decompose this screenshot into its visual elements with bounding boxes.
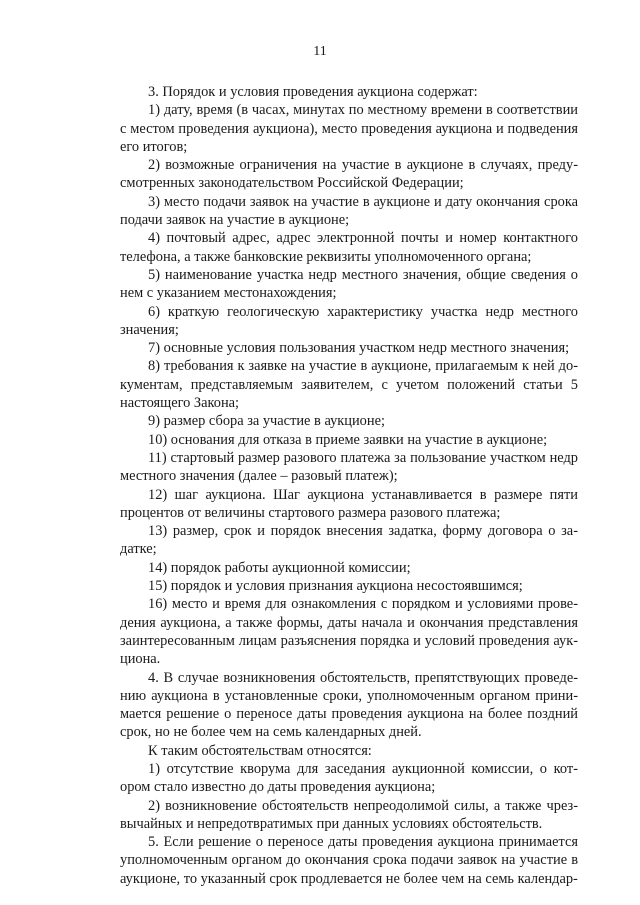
paragraph: 4. В случае возникновения обстоятельств, препятствующих проведению аукциона в установленные сроки, уполномоченным органом принимается решение о переносе даты проведения аукциона на более поздний срок, но не более чем на семь календарных дней.: [120, 669, 578, 741]
paragraph: 8) требования к заявке на участие в аукционе, прилагаемым к ней документам, представляемым заявителем, с учетом положений статьи 5 настоящего Закона;: [120, 358, 578, 412]
page-number: 11: [313, 44, 327, 59]
paragraph: 3. Порядок и условия проведения аукциона содержат:: [148, 84, 478, 100]
paragraph: К таким обстоятельствам относятся:: [148, 742, 372, 759]
paragraph: 2) возникновение обстоятельств непреодолимой силы, а также чрезвычайных и непредотвратимых при данных условиях обстоятельств.: [120, 797, 578, 832]
paragraph: 5) наименование участка недр местного значения, общие сведения о нем с указанием местонахождения;: [120, 266, 578, 302]
paragraph: 1) отсутствие кворума для заседания аукционной комиссии, о котором стало известно до даты проведения аукциона;: [120, 760, 578, 796]
paragraph: 15) порядок и условия признания аукциона несостоявшимся;: [148, 578, 523, 595]
paragraph: 3) место подачи заявок на участие в аукционе и дату окончания срока подачи заявок на участие в аукционе;: [120, 193, 578, 229]
paragraph: 4) почтовый адрес, адрес электронной почты и номер контактного телефона, а также банковские реквизиты уполномоченного органа;: [120, 230, 578, 265]
paragraph: 6) краткую геологическую характеристику участка недр местного значения;: [120, 303, 578, 338]
paragraph: 10) основания для отказа в приеме заявки на участие в аукционе;: [148, 431, 548, 448]
paragraph: 9) размер сбора за участие в аукционе;: [148, 413, 385, 430]
document-body: [120, 83, 578, 888]
paragraph: 12) шаг аукциона. Шаг аукциона устанавливается в размере пяти процентов от величины стартового размера разового платежа;: [120, 486, 578, 521]
paragraph: 14) порядок работы аукционной комиссии;: [148, 559, 411, 576]
paragraph: 5. Если решение о переносе даты проведения аукциона принимается уполномоченным органом до окончания срока подачи заявок на участие в аукционе, то указанный срок продлевается не более чем на семь календар-: [120, 834, 578, 887]
paragraph: 16) место и время для ознакомления с порядком и условиями проведения аукциона, а также формы, даты начала и окончания представления заинтересованным лицам разъяснения порядка и условий проведения аукциона.: [120, 596, 578, 668]
paragraph: 2) возможные ограничения на участие в аукционе в случаях, предусмотренных законодательством Российской Федерации;: [120, 157, 578, 192]
paragraph: 11) стартовый размер разового платежа за пользование участком недр местного значения (далее – разовый платеж);: [120, 449, 578, 485]
paragraph: 1) дату, время (в часах, минутах по местному времени в соответствии с местом проведения аукциона), место проведения аукциона и подведения его итогов;: [120, 102, 578, 155]
paragraph: 13) размер, срок и порядок внесения задатка, форму договора о задатке;: [120, 523, 578, 558]
paragraph: 7) основные условия пользования участком недр местного значения;: [148, 340, 570, 357]
